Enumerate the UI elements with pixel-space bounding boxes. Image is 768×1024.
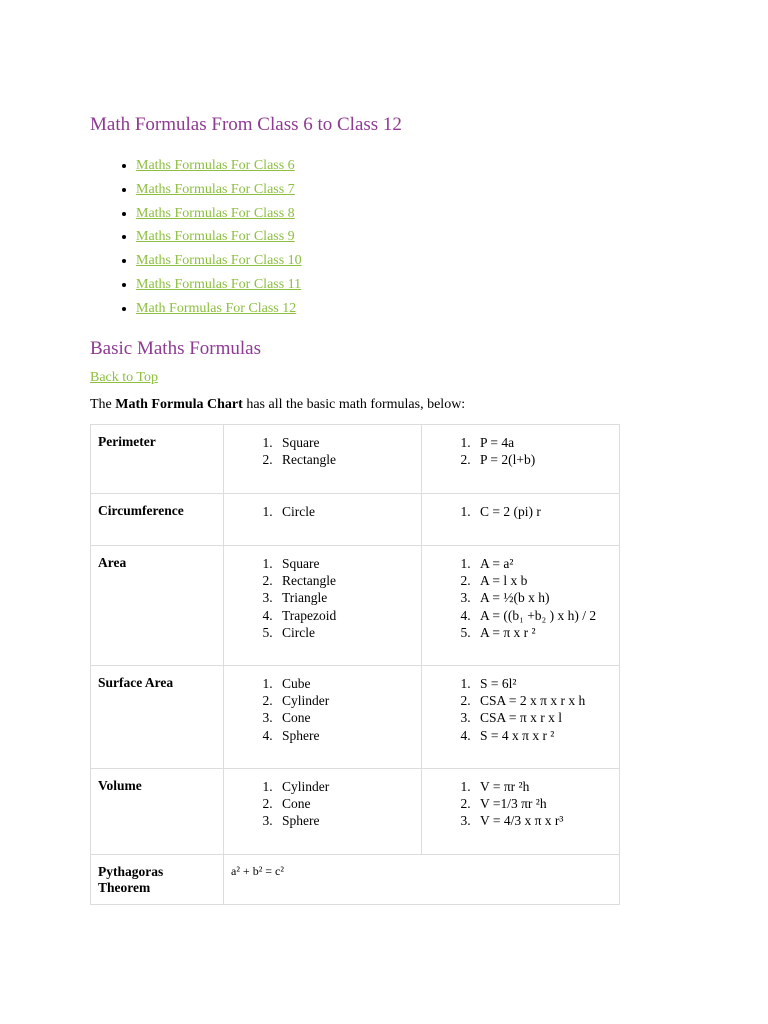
list-item xyxy=(136,202,536,226)
list-item xyxy=(136,249,536,273)
formula-cell xyxy=(422,666,620,769)
formula-item: 1. S = 6l² xyxy=(474,675,612,692)
formula-item: 4. S = 4 x π x r ² xyxy=(474,727,612,744)
shape-item: 5. Circle xyxy=(276,624,414,641)
intro-prefix: The xyxy=(90,397,116,412)
formula-item: 2. A = l x b xyxy=(474,572,612,589)
shape-cell xyxy=(224,666,422,769)
formula-item: 3. CSA = π x r x l xyxy=(474,709,612,726)
row-label: Perimeter xyxy=(91,425,224,494)
formula-item: 3. V = 4/3 x π x r³ xyxy=(474,812,612,829)
intro-suffix: has all the basic math formulas, below: xyxy=(242,397,466,412)
shape-cell xyxy=(224,425,422,494)
shape-item: 1. Square xyxy=(276,434,414,451)
row-label: Surface Area xyxy=(91,666,224,769)
shape-item: 2. Rectangle xyxy=(276,572,414,589)
section-heading: Basic Maths Formulas xyxy=(90,338,261,359)
class-8-link[interactable]: Maths Formulas For Class 8 xyxy=(136,205,295,221)
class-9-link[interactable]: Maths Formulas For Class 9 xyxy=(136,229,295,245)
formula-item: 3. A = ½(b x h) xyxy=(474,589,612,606)
row-label: Area xyxy=(91,546,224,666)
shape-item: 1. Cube xyxy=(276,675,414,692)
formula-cell xyxy=(422,769,620,855)
intro-paragraph xyxy=(90,397,465,413)
list-item xyxy=(136,154,536,178)
shape-item: 3. Sphere xyxy=(276,812,414,829)
shape-item: 1. Cylinder xyxy=(276,778,414,795)
formula-item: 1. V = πr ²h xyxy=(474,778,612,795)
table-row xyxy=(91,855,620,905)
class-11-link[interactable]: Maths Formulas For Class 11 xyxy=(136,276,302,292)
table-row xyxy=(91,425,620,494)
shape-item: 3. Cone xyxy=(276,709,414,726)
table-row xyxy=(91,666,620,769)
back-to-top-container xyxy=(90,370,158,386)
class-12-link[interactable]: Math Formulas For Class 12 xyxy=(136,300,297,316)
shape-item: 2. Cone xyxy=(276,795,414,812)
list-item xyxy=(136,297,536,321)
shape-item: 4. Trapezoid xyxy=(276,607,414,624)
formula-table xyxy=(90,424,620,905)
formula-cell xyxy=(422,425,620,494)
formula-item: 1. A = a² xyxy=(474,555,612,572)
formula-item: 1. C = 2 (pi) r xyxy=(474,503,612,520)
formula-item: 1. P = 4a xyxy=(474,434,612,451)
row-label: Pythagoras Theorem xyxy=(91,855,224,905)
shape-item: 2. Rectangle xyxy=(276,451,414,468)
shape-item: 3. Triangle xyxy=(276,589,414,606)
formula-item: 4. A = ((b₁ +b₂ ) x h) / 2 xyxy=(474,607,612,624)
back-to-top-link[interactable]: Back to Top xyxy=(90,370,158,385)
class-links-list xyxy=(90,154,536,321)
formula-item: 2. CSA = 2 x π x r x h xyxy=(474,692,612,709)
formula-item: 2. V =1/3 πr ²h xyxy=(474,795,612,812)
class-10-link[interactable]: Maths Formulas For Class 10 xyxy=(136,253,302,269)
intro-bold: Math Formula Chart xyxy=(115,397,243,412)
shape-cell xyxy=(224,769,422,855)
class-6-link[interactable]: Maths Formulas For Class 6 xyxy=(136,158,295,173)
formula-cell xyxy=(422,494,620,546)
list-item xyxy=(136,178,536,202)
shape-cell xyxy=(224,546,422,666)
shape-item: 4. Sphere xyxy=(276,727,414,744)
row-label: Volume xyxy=(91,769,224,855)
shape-item: 1. Square xyxy=(276,555,414,572)
shape-cell xyxy=(224,494,422,546)
shape-item: 1. Circle xyxy=(276,503,414,520)
table-row xyxy=(91,769,620,855)
page-title: Math Formulas From Class 6 to Class 12 xyxy=(90,114,402,135)
class-7-link[interactable]: Maths Formulas For Class 7 xyxy=(136,181,295,197)
list-item xyxy=(136,273,536,297)
table-row xyxy=(91,494,620,546)
pythagoras-cell: a² + b² = c² xyxy=(224,855,620,905)
list-item xyxy=(136,225,536,249)
row-label: Circumference xyxy=(91,494,224,546)
formula-item: 2. P = 2(l+b) xyxy=(474,451,612,468)
table-row xyxy=(91,546,620,666)
formula-item: 5. A = π x r ² xyxy=(474,624,612,641)
shape-item: 2. Cylinder xyxy=(276,692,414,709)
formula-cell xyxy=(422,546,620,666)
